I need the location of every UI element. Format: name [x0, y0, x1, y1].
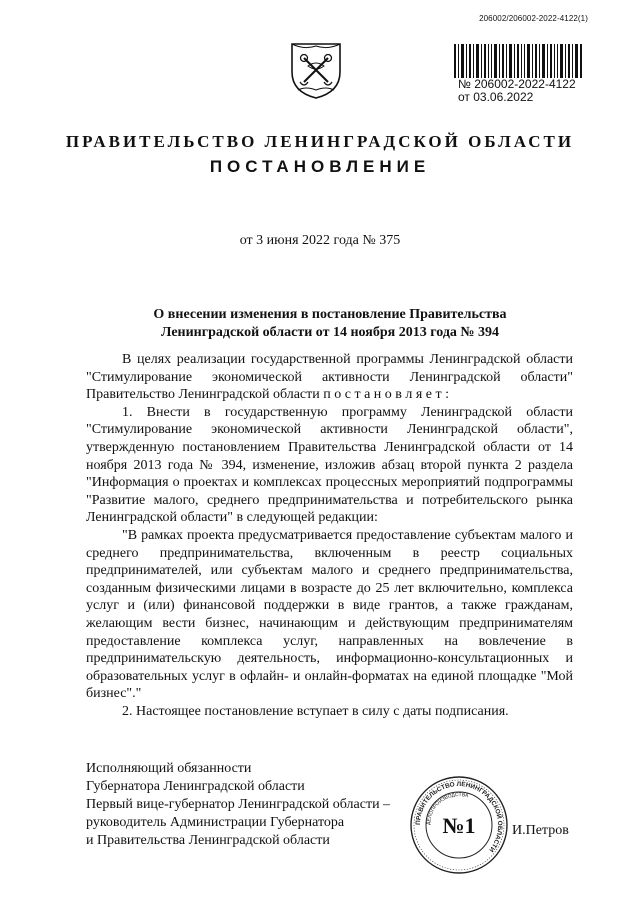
signature-line: и Правительства Ленинградской области [86, 833, 330, 848]
paragraph-quote: "В рамках проекта предусматривается предоставление субъектам малого и среднего предпринимательства, включенным в реестр социальных предпринимателей, или субъектам малого и среднего предпринимательства, созданным физическими лицами в возрасте до 25 лет включительно, комплекса услуг и (или) финансовой поддержки в виде грантов, а также гражданам, желающим вести бизнес, начинающим и действующим предпринимателям предоставление комплекса услуг, направленных на вовлечение в предпринимательскую деятельность, информационно-консультационных и образовательных услуг в офлайн- и онлайн-форматах на единой площадке "Мой бизнес"." [86, 527, 573, 702]
document-subject [90, 306, 570, 342]
document-body [86, 351, 573, 720]
paragraph-item-1: 1. Внести в государственную программу Ленинградской области "Стимулирование экономической активности Ленинградской области", утвержденную постановлением Правительства Ленинградской области от 14 ноября 2013 года № 394, изменение, изложив абзац второй пункта 2 раздела "Информация о проектах и комплексах процессных мероприятий подпрограммы "Развитие малого, среднего предпринимательства и потребительского рынка Ленинградской области" в следующей редакции: [86, 404, 573, 526]
seal-number: №1 [442, 813, 476, 838]
signer-name: И.Петров [512, 823, 569, 838]
seal-ring-text: ПРАВИТЕЛЬСТВО ЛЕНИНГРАДСКОЙ ОБЛАСТИ [414, 780, 504, 854]
paragraph-item-2: 2. Настоящее постановление вступает в силу с даты подписания. [122, 703, 509, 719]
document-date-number: от 3 июня 2022 года № 375 [239, 233, 401, 248]
registration-block [458, 78, 576, 104]
registration-date: от 03.06.2022 [458, 90, 534, 104]
seal-inner-text: ДЕЛОПРОИЗВОДСТВА [425, 791, 470, 826]
registration-number: № 206002-2022-4122 [458, 77, 576, 91]
coat-of-arms-icon [284, 38, 348, 102]
barcode-icon [454, 44, 582, 78]
document-top-code: 206002/206002-2022-4122(1) [479, 14, 588, 23]
signature-line: Исполняющий обязанности [86, 761, 252, 776]
signature-line: руководитель Администрации Губернатора [86, 815, 345, 830]
subject-line: О внесении изменения в постановление Правительства [153, 307, 507, 322]
signature-block [86, 760, 390, 850]
signature-line: Губернатора Ленинградской области [86, 779, 305, 794]
government-title: ПРАВИТЕЛЬСТВО ЛЕНИНГРАДСКОЙ ОБЛАСТИ [65, 132, 575, 151]
paragraph-intro: В целях реализации государственной программы Ленинградской области "Стимулирование экономической активности Ленинградской области" Правительство Ленинградской области п о с т а н о в л я е т : [86, 352, 573, 403]
document-type: ПОСТАНОВЛЕНИЕ [209, 157, 431, 176]
official-seal [409, 775, 509, 875]
signature-line: Первый вице-губернатор Ленинградской области – [86, 797, 391, 812]
subject-line: Ленинградской области от 14 ноября 2013 года № 394 [161, 325, 499, 340]
